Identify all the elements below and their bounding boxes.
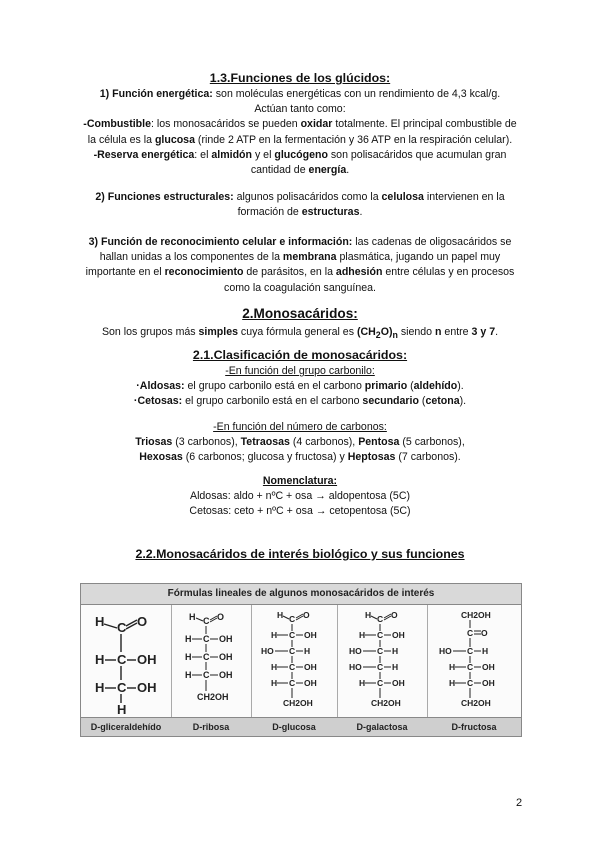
atom-oh: OH xyxy=(482,678,495,688)
glucosa-structure xyxy=(257,608,333,716)
atom-c: C xyxy=(377,678,384,688)
atom-c: C xyxy=(203,652,210,662)
atom-h: H xyxy=(482,646,489,656)
atom-ho: HO xyxy=(261,646,274,656)
galactosa-structure xyxy=(345,608,423,716)
atom-c: C xyxy=(377,646,384,656)
monosaccharide-formulas-figure xyxy=(80,583,522,737)
label-gliceraldehido: D-gliceraldehído xyxy=(90,722,162,732)
paragraph-nomenclatura xyxy=(70,474,530,520)
text: algunos polisacáridos como la xyxy=(233,191,382,203)
label-glucosa: D-glucosa xyxy=(272,722,316,732)
atom-h: H xyxy=(449,678,456,688)
term-glucosa: glucosa xyxy=(154,133,195,146)
term-funciones-estructurales: 2) Funciones estructurales: xyxy=(95,191,234,203)
atom-h: H xyxy=(185,652,192,662)
nomenclature-cetosas: Cetosas: ceto + nºC + osa → cetopentosa (5C) xyxy=(189,505,411,518)
label-galactosa: D-galactosa xyxy=(356,722,408,732)
text: entre células y en procesos xyxy=(382,266,515,279)
term-pentosa: Pentosa xyxy=(358,436,400,449)
text: (3 carbonos), xyxy=(172,436,241,449)
text: (5 carbonos), xyxy=(399,436,465,449)
formula-part: (CH xyxy=(356,326,376,338)
term-adhesion: adhesión xyxy=(335,266,383,279)
subheading-numero-carbonos: -En función del número de carbonos: xyxy=(213,421,387,433)
atom-c: C xyxy=(117,680,127,695)
text: plasmática, jugando un papel muy xyxy=(336,251,501,264)
atom-oh: OH xyxy=(219,670,233,680)
atom-c: C xyxy=(467,646,474,656)
atom-ho: HO xyxy=(349,646,362,656)
section-title-monosacaridos xyxy=(70,306,530,321)
text: Actúan tanto como: xyxy=(254,103,346,116)
atom-o: O xyxy=(137,614,148,629)
text: siendo xyxy=(397,326,435,338)
atom-c: C xyxy=(467,662,474,672)
text: . xyxy=(346,164,350,177)
atom-h: H xyxy=(392,662,399,672)
section-title-text: 2.2.Monosacáridos de interés biológico y sus funciones xyxy=(135,547,465,561)
column-divider xyxy=(171,605,172,717)
term-secundario: secundario xyxy=(362,395,419,408)
atom-h: H xyxy=(359,678,366,688)
term-celulosa: celulosa xyxy=(381,191,424,203)
atom-o: O xyxy=(481,628,488,638)
term-3-y-7: 3 y 7 xyxy=(471,326,496,338)
text: . xyxy=(359,206,363,219)
paragraph-monosacaridos xyxy=(70,325,530,343)
page-number: 2 xyxy=(516,797,523,809)
atom-c: C xyxy=(289,614,296,624)
text: hallan unidas a los componentes de la xyxy=(99,251,283,264)
text: ( xyxy=(407,380,414,393)
paragraph-funcion-energetica xyxy=(70,87,530,178)
column-divider xyxy=(337,605,338,717)
text: las cadenas de oligosacáridos se xyxy=(352,236,512,248)
atom-oh: OH xyxy=(304,662,317,672)
text: son moléculas energéticas con un rendimiento de 4,3 kcal/g. xyxy=(212,88,501,100)
formula-subscript: n xyxy=(392,330,398,341)
atom-c: C xyxy=(377,614,384,624)
text: la célula es la xyxy=(87,133,155,146)
figure-labels-bar xyxy=(81,717,521,736)
atom-h: H xyxy=(271,662,278,672)
term-oxidar: oxidar xyxy=(300,118,333,131)
atom-c: C xyxy=(203,670,210,680)
atom-c: C xyxy=(467,628,474,638)
text: ). xyxy=(457,380,464,393)
text: y el xyxy=(252,148,275,161)
text: : los monosacáridos se pueden xyxy=(150,118,301,131)
atom-oh: OH xyxy=(219,634,233,644)
subheading-nomenclatura: Nomenclatura: xyxy=(262,475,338,487)
text: (4 carbonos), xyxy=(289,436,359,449)
atom-c: C xyxy=(203,616,210,626)
section-title-clasificacion xyxy=(70,348,530,363)
atom-h: H xyxy=(185,670,192,680)
text: como la coagulación sanguínea. xyxy=(224,281,376,294)
term-cetosas: ·Cetosas: xyxy=(133,395,183,408)
nomenclature-aldosas: Aldosas: aldo + nºC + osa → aldopentosa (5C) xyxy=(190,490,410,503)
atom-oh: OH xyxy=(137,680,157,695)
gliceraldehido-structure xyxy=(91,608,167,716)
label-fructosa: D-fructosa xyxy=(451,722,497,732)
atom-h: H xyxy=(365,610,372,620)
text: (7 carbonos). xyxy=(395,451,461,464)
term-primario: primario xyxy=(364,380,408,393)
text: el grupo carbonilo está en el carbono xyxy=(182,395,363,408)
term-energia: energía xyxy=(308,164,347,177)
atom-h: H xyxy=(271,678,278,688)
atom-o: O xyxy=(391,610,398,620)
atom-c: C xyxy=(289,678,296,688)
term-cetona: cetona xyxy=(425,395,460,408)
atom-ch2oh: CH2OH xyxy=(371,698,401,708)
atom-c: C xyxy=(467,678,474,688)
atom-o: O xyxy=(217,612,225,622)
atom-oh: OH xyxy=(482,662,495,672)
atom-c: C xyxy=(117,620,127,635)
term-aldosas: ·Aldosas: xyxy=(136,380,185,393)
term-almidon: almidón xyxy=(211,148,252,161)
term-reserva-energetica: -Reserva energética xyxy=(93,148,195,161)
text: . xyxy=(495,326,499,338)
text: cuya fórmula general es xyxy=(237,326,357,338)
section-title-text: 1.3.Funciones de los glúcidos: xyxy=(209,71,391,85)
column-divider xyxy=(427,605,428,717)
section-title-interes-biologico xyxy=(70,547,530,562)
text: entre xyxy=(441,326,472,338)
text: totalmente. El principal combustible de xyxy=(332,118,517,131)
term-estructuras: estructuras xyxy=(301,206,360,219)
text: (6 carbonos; glucosa y fructosa) y xyxy=(182,451,348,464)
text: el grupo carbonilo está en el carbono xyxy=(184,380,365,393)
atom-oh: OH xyxy=(304,678,317,688)
atom-c: C xyxy=(377,630,384,640)
term-funcion-energetica: 1) Función energética: xyxy=(99,88,213,100)
atom-h: H xyxy=(271,630,278,640)
term-tetraosas: Tetraosas xyxy=(240,436,290,449)
atom-c: C xyxy=(289,646,296,656)
term-n: n xyxy=(435,326,442,338)
term-reconocimiento-celular: 3) Función de reconocimiento celular e información: xyxy=(88,236,353,248)
atom-c: C xyxy=(203,634,210,644)
text: importante en el xyxy=(85,266,165,279)
text: formación de xyxy=(237,206,302,219)
label-ribosa: D-ribosa xyxy=(192,722,230,732)
term-triosas: Triosas xyxy=(135,436,173,449)
text: Son los grupos más xyxy=(101,326,199,338)
paragraph-numero-carbonos xyxy=(70,420,530,466)
text: intervienen en la xyxy=(423,191,505,203)
atom-oh: OH xyxy=(137,652,157,667)
atom-oh: OH xyxy=(219,652,233,662)
atom-o: O xyxy=(303,610,310,620)
term-aldehido: aldehído xyxy=(413,380,458,393)
atom-ch2oh: CH2OH xyxy=(283,698,313,708)
atom-c: C xyxy=(289,630,296,640)
atom-h: H xyxy=(117,702,127,716)
text: ). xyxy=(459,395,467,408)
term-reconocimiento: reconocimiento xyxy=(164,266,244,279)
text: : el xyxy=(194,148,212,161)
text: cantidad de xyxy=(250,164,309,177)
formula-part: O) xyxy=(380,326,393,338)
atom-ch2oh: CH2OH xyxy=(197,692,229,702)
paragraph-reconocimiento xyxy=(70,235,530,296)
text: (rinde 2 ATP en la fermentación y 36 ATP en la respiración celular). xyxy=(194,133,513,146)
term-simples: simples xyxy=(198,326,238,338)
atom-h: H xyxy=(449,662,456,672)
atom-ch2oh: CH2OH xyxy=(461,610,491,620)
atom-c: C xyxy=(377,662,384,672)
text: ( xyxy=(418,395,426,408)
atom-h: H xyxy=(95,652,105,667)
term-combustible: -Combustible xyxy=(83,118,151,131)
column-divider xyxy=(251,605,252,717)
figure-title: Fórmulas lineales de algunos monosacáridos de interés xyxy=(81,584,521,605)
text: de parásitos, en la xyxy=(243,266,336,279)
atom-oh: OH xyxy=(392,678,405,688)
term-membrana: membrana xyxy=(282,251,337,264)
paragraph-funciones-estructurales xyxy=(70,190,530,220)
atom-oh: OH xyxy=(304,630,317,640)
section-title-text: 2.Monosacáridos: xyxy=(242,306,358,321)
formula-subscript: 2 xyxy=(375,330,381,341)
paragraph-grupo-carbonilo xyxy=(70,364,530,410)
term-hexosas: Hexosas xyxy=(139,451,183,464)
section-title-text: 2.1.Clasificación de monosacáridos: xyxy=(192,348,408,362)
atom-c: C xyxy=(289,662,296,672)
atom-c: C xyxy=(117,652,127,667)
atom-h: H xyxy=(304,646,311,656)
fructosa-structure xyxy=(435,608,515,716)
atom-h: H xyxy=(185,634,192,644)
ribosa-structure xyxy=(179,608,247,716)
subheading-grupo-carbonilo: -En función del grupo carbonilo: xyxy=(225,365,375,377)
atom-h: H xyxy=(95,614,105,629)
general-formula xyxy=(356,326,398,341)
atom-oh: OH xyxy=(392,630,405,640)
atom-h: H xyxy=(392,646,399,656)
atom-ho: HO xyxy=(439,646,452,656)
atom-h: H xyxy=(95,680,105,695)
atom-h: H xyxy=(277,610,284,620)
term-glucogeno: glucógeno xyxy=(274,148,328,161)
atom-h: H xyxy=(189,612,196,622)
atom-ch2oh: CH2OH xyxy=(461,698,491,708)
atom-ho: HO xyxy=(349,662,362,672)
section-title-funciones xyxy=(70,71,530,86)
text: son polisacáridos que acumulan gran xyxy=(327,148,507,161)
atom-h: H xyxy=(359,630,366,640)
term-heptosas: Heptosas xyxy=(347,451,396,464)
